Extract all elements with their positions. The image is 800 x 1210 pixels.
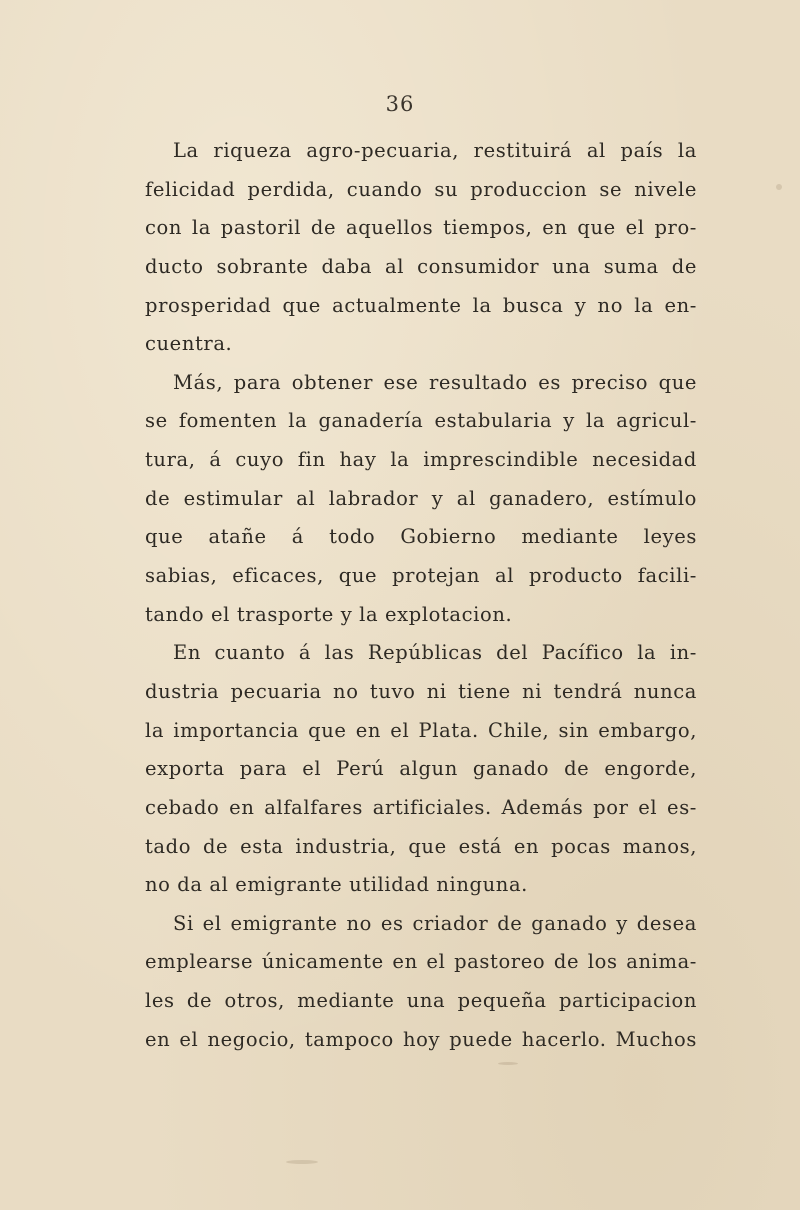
- text-line: Si el emigrante no es criador de ganado y desea: [173, 911, 697, 935]
- text-line: ducto sobrante daba al consumidor una suma de: [145, 254, 697, 278]
- paper-smudge: [776, 184, 782, 190]
- text-line: se fomenten la ganadería estabularia y la agricul-: [145, 409, 697, 433]
- text-line: felicidad perdida, cuando su produccion se nivele: [145, 177, 697, 201]
- paper-smudge: [286, 1160, 318, 1164]
- text-line: exporta para el Perú algun ganado de engorde,: [145, 757, 697, 781]
- text-line: la importancia que en el Plata. Chile, sin embargo,: [145, 718, 697, 742]
- text-line: cuentra.: [145, 332, 233, 356]
- text-line: de estimular al labrador y al ganadero, estímulo: [145, 486, 697, 510]
- text-line: en el negocio, tampoco hoy puede hacerlo. Muchos: [145, 1027, 697, 1051]
- text-line: tando el trasporte y la explotacion.: [145, 602, 513, 626]
- text-line: emplearse únicamente en el pastoreo de los anima-: [145, 950, 697, 974]
- text-line: La riqueza agro-pecuaria, restituirá al país la: [173, 139, 697, 162]
- text-line: prosperidad que actualmente la busca y no la en-: [145, 293, 697, 317]
- text-line: les de otros, mediante una pequeña participacion: [145, 989, 697, 1013]
- page-number: 36: [385, 92, 415, 116]
- text-line: Más, para obtener ese resultado es preciso que: [173, 370, 697, 394]
- text-line: tura, á cuyo fin hay la imprescindible necesidad: [145, 448, 697, 472]
- text-line: sabias, eficaces, que protejan al producto facili-: [145, 564, 697, 588]
- text-line: con la pastoril de aquellos tiempos, en que el pro-: [145, 216, 697, 240]
- paper-smudge: [498, 1062, 518, 1065]
- text-line: que atañe á todo Gobierno mediante leyes: [145, 525, 697, 549]
- text-line: no da al emigrante utilidad ninguna.: [145, 873, 528, 897]
- text-body: [145, 132, 697, 1059]
- text-line: cebado en alfalfares artificiales. Además por el es-: [145, 795, 697, 819]
- text-line: dustria pecuaria no tuvo ni tiene ni tendrá nunca: [145, 679, 697, 703]
- text-line: tado de esta industria, que está en pocas manos,: [145, 834, 697, 858]
- text-line: En cuanto á las Repúblicas del Pacífico la in-: [173, 641, 697, 665]
